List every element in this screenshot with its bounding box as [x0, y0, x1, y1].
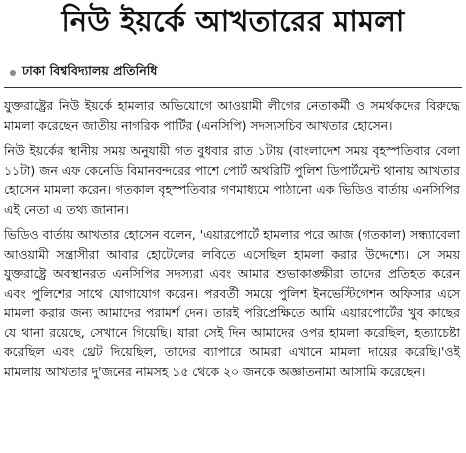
divider — [4, 87, 462, 88]
bullet-icon — [10, 70, 16, 76]
article-body — [4, 96, 460, 387]
paragraph-2: নিউ ইয়র্কের স্থানীয় সময় অনুযায়ী গত বুধবার রাত ১টায় (বাংলাদেশ সময় বৃহস্পতিবার বেলা ১১টা) জন এফ কেনেডি বিমানবন্দরের পাশে পোর্ট অথরিটি পুলিশ ডিপার্টমেন্ট থানায় আখতার হোসেন মামলা করেন। গতকাল বৃহস্পতিবার গণমাধ্যমে পাঠানো এক ভিডিও বার্তায় এনসিপির এই নেতা এ তথ্য জানান। — [4, 143, 460, 217]
byline — [10, 64, 157, 82]
paragraph-1: যুক্তরাষ্ট্রের নিউ ইয়র্কে হামলার অভিযোগে আওয়ামী লীগের নেতাকর্মী ও সমর্থকদের বিরুদ্ধে মামলা করেছেন জাতীয় নাগরিক পার্টির (এনসিপি) সদস্যসচিব আখতার হোসেন। — [4, 98, 460, 133]
byline-text: ঢাকা বিশ্ববিদ্যালয় প্রতিনিধি — [22, 63, 158, 78]
paragraph-3: ভিডিও বার্তায় আখতার হোসেন বলেন, 'এয়ারপোর্টে হামলার পরে আজ (গতকাল) সন্ধ্যাবেলা আওয়ামী সন্ত্রাসীরা আবার হোটেলের লবিতে এসেছিল হামলা করার উদ্দেশ্যে। সে সময় যুক্তরাষ্ট্রে অবস্থানরত এনসিপির সদস্যরা এবং আমার শুভাকাঙ্ক্ষীরা তাদের প্রতিহত করেন এবং পুলিশের সাথে যোগাযোগ করেন। পরবর্তী সময়ে পুলিশ ইনভেস্টিগেশন অফিসার এসে মামলা করার জন্য আমাদের পরামর্শ দেন। তারই পরিপ্রেক্ষিতে আমি এয়ারপোর্টের খুব কাছের যে থানা রয়েছে, সেখানে গিয়েছি। যারা সেই দিন আমাদের ওপর হামলা করেছিল, হত্যাচেষ্টা করেছিল এবং থ্রেট দিয়েছিল, তাদের ব্যাপারে আমরা এখানে মামলা দায়ের করেছি।'ওই মামলায় আখতার দু'জনের নামসহ ১৫ থেকে ২০ জনকে অজ্ঞাতনামা আসামি করেছেন। — [4, 227, 460, 379]
headline: নিউ ইয়র্কে আখতারের মামলা — [61, 4, 405, 38]
